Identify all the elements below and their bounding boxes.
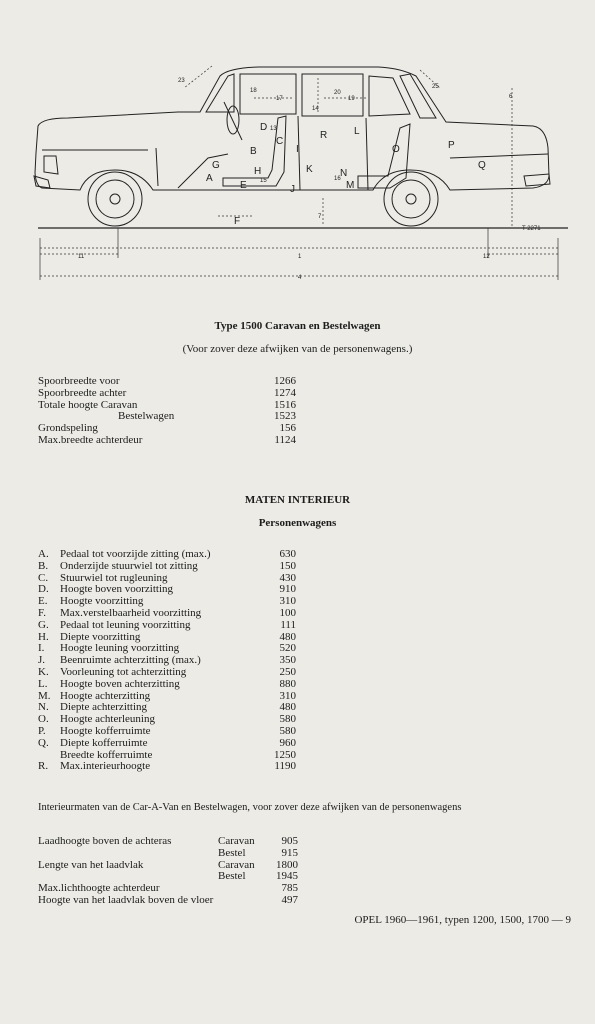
- letter-O: O: [392, 144, 400, 155]
- letter-E: E: [240, 180, 247, 191]
- table-row: N. Diepte achterzitting 480: [38, 701, 296, 714]
- table-row: Totale hoogte Caravan 1516: [38, 398, 296, 411]
- section1-title: Type 1500 Caravan en Bestelwagen: [214, 320, 381, 332]
- letter-M: M: [346, 180, 355, 191]
- rear-bumper: [524, 174, 550, 186]
- letter-C: C: [276, 136, 284, 147]
- section1-subtitle: (Voor zover deze afwijken van de personenwagens.): [182, 343, 413, 355]
- dim-label-20: 20: [334, 90, 341, 96]
- interior-table: [38, 549, 308, 773]
- dim-label-25: 25: [432, 84, 439, 90]
- table-row: D. Hoogte boven voorzitting 910: [38, 583, 296, 596]
- dim-label-19: 19: [348, 96, 355, 102]
- table-row: Bestelwagen 1523: [118, 410, 296, 423]
- table-row: G. Pedaal tot leuning voorzitting 111: [38, 618, 296, 631]
- table-row: F. Max.verstelbaarheid voorzitting 100: [38, 606, 296, 619]
- table-row: I. Hoogte leuning voorzitting 520: [38, 642, 296, 655]
- section3-intro: Interieurmaten van de Car-A-Van en Bestelwagen, voor zover deze afwijken van de personenwagens: [38, 802, 462, 813]
- table-row: C. Stuurwiel tot rugleuning 430: [38, 571, 296, 584]
- letter-J: J: [290, 184, 295, 195]
- table-row: Q. Diepte kofferruimte 960: [38, 736, 296, 749]
- letter-H: H: [254, 166, 262, 177]
- section1-table: [38, 376, 308, 447]
- window-rear: [369, 76, 410, 116]
- dim-label-23: 23: [178, 78, 185, 84]
- table-row: Laadhoogte boven de achteras Caravan 905: [38, 835, 298, 847]
- dim-label-12: 12: [483, 254, 490, 260]
- letter-A: A: [206, 173, 213, 184]
- dim-label-13: 13: [270, 126, 277, 132]
- table-row: Lengte van het laadvlak Caravan 1800: [38, 858, 298, 871]
- floor-line: [178, 154, 228, 188]
- table-row: Spoorbreedte achter 1274: [38, 386, 296, 399]
- table-row: H. Diepte voorzitting 480: [38, 630, 296, 643]
- letter-R: R: [320, 130, 328, 141]
- table-row: Bestel 915: [218, 846, 298, 859]
- letter-D: D: [260, 122, 268, 133]
- letter-I: I: [296, 144, 299, 155]
- table-row: Max.lichthoogte achterdeur 785: [38, 882, 298, 895]
- car-dimension-diagram: [28, 58, 568, 288]
- table-row: K. Voorleuning tot achterzitting 250: [38, 665, 296, 678]
- letter-K: K: [306, 164, 313, 175]
- letter-Q: Q: [478, 160, 486, 171]
- dim-label-6: 6: [509, 94, 513, 100]
- rear-window: [400, 74, 436, 118]
- table-row: P. Hoogte kofferruimte 580: [38, 724, 296, 737]
- dim-label-18: 18: [250, 88, 257, 94]
- table-row: R. Max.interieurhoogte 1190: [38, 760, 296, 773]
- dim-label-7: 7: [318, 214, 322, 220]
- dim-label-4: 4: [298, 275, 302, 281]
- dim-label-17: 17: [276, 96, 283, 102]
- car-body-outline: [35, 67, 549, 190]
- rear-seat: [358, 124, 410, 188]
- dim-label-15: 15: [260, 178, 267, 184]
- dim-label-16: 16: [334, 176, 341, 182]
- table-row: Breedte kofferruimte 1250: [60, 748, 296, 761]
- table-row: Grondspeling 156: [38, 422, 296, 435]
- figure-code: T 2271: [522, 226, 541, 232]
- grille: [44, 156, 58, 174]
- car-side-view: [28, 58, 568, 288]
- table-row: L. Hoogte boven achterzitting 880: [38, 677, 296, 690]
- dim-label-1: 1: [298, 254, 302, 260]
- section2-title: MATEN INTERIEUR: [244, 494, 351, 506]
- page-footer: OPEL 1960—1961, typen 1200, 1500, 1700 — 9: [354, 914, 571, 926]
- table-row: Bestel 1945: [218, 870, 298, 883]
- table-row: M. Hoogte achterzitting 310: [38, 689, 296, 702]
- table-row: A. Pedaal tot voorzijde zitting (max.) 630: [38, 548, 296, 560]
- letter-P: P: [448, 140, 455, 151]
- table-row: J. Beenruimte achterzitting (max.) 350: [38, 654, 296, 667]
- letter-G: G: [212, 160, 220, 171]
- window-middle-1: [240, 74, 296, 114]
- table-row: Max.breedte achterdeur 1124: [38, 433, 296, 446]
- section2-subtitle: Personenwagens: [258, 517, 337, 529]
- table-row: Hoogte van het laadvlak boven de vloer 497: [38, 893, 298, 906]
- letter-L: L: [354, 126, 360, 137]
- table-row: Spoorbreedte voor 1266: [38, 375, 296, 387]
- letter-N: N: [340, 168, 348, 179]
- dim-label-11: 11: [78, 254, 85, 260]
- table-row: E. Hoogte voorzitting 310: [38, 595, 296, 608]
- letter-F: F: [234, 216, 241, 227]
- cargo-table: [38, 836, 308, 907]
- table-row: B. Onderzijde stuurwiel tot zitting 150: [38, 559, 296, 572]
- letter-B: B: [250, 146, 257, 157]
- dim-label-14: 14: [312, 106, 319, 112]
- table-row: O. Hoogte achterleuning 580: [38, 713, 296, 726]
